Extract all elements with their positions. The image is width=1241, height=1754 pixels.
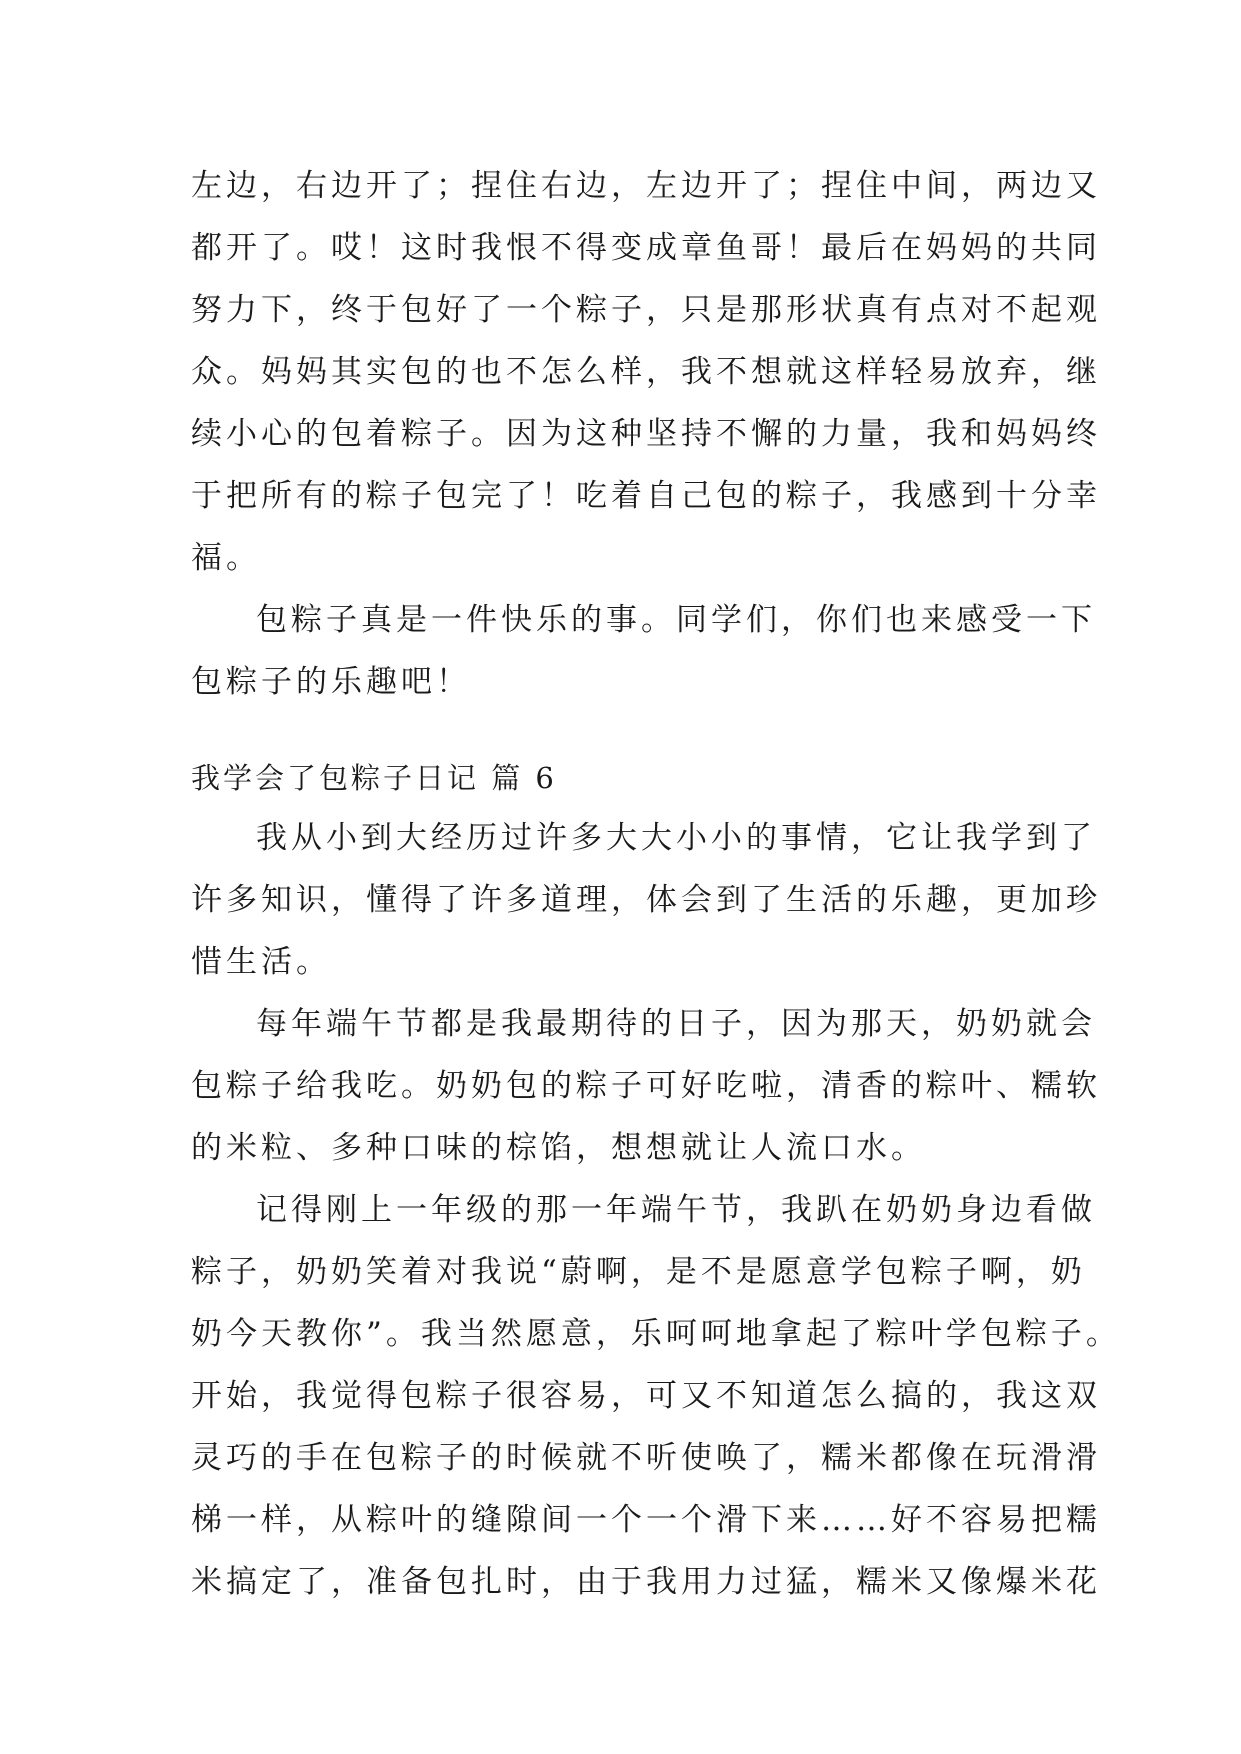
paragraph-line: 都开了。哎！这时我恨不得变成章鱼哥！最后在妈妈的共同 — [191, 230, 1101, 266]
paragraph-line: 努力下，终于包好了一个粽子，只是那形状真有点对不起观 — [191, 292, 1101, 328]
paragraph-line: 灵巧的手在包粽子的时候就不听使唤了，糯米都像在玩滑滑 — [191, 1440, 1101, 1476]
paragraph-line: 众。妈妈其实包的也不怎么样，我不想就这样轻易放弃，继 — [191, 354, 1101, 390]
paragraph-line: 每年端午节都是我最期待的日子，因为那天，奶奶就会 — [256, 1006, 1096, 1042]
paragraph-line: 米搞定了，准备包扎时，由于我用力过猛，糯米又像爆米花 — [191, 1564, 1101, 1600]
section-heading: 我学会了包粽子日记 篇 6 — [191, 761, 557, 795]
paragraph-line: 包粽子真是一件快乐的事。同学们，你们也来感受一下 — [256, 602, 1096, 638]
paragraph-line: 左边，右边开了；捏住右边，左边开了；捏住中间，两边又 — [191, 168, 1101, 204]
paragraph-line: 包粽子给我吃。奶奶包的粽子可好吃啦，清香的粽叶、糯软 — [191, 1068, 1101, 1104]
paragraph-line: 福。 — [191, 540, 261, 576]
paragraph-line: 包粽子的乐趣吧！ — [191, 664, 471, 700]
paragraph-line: 记得刚上一年级的那一年端午节，我趴在奶奶身边看做 — [256, 1192, 1096, 1228]
paragraph-line: 开始，我觉得包粽子很容易，可又不知道怎么搞的，我这双 — [191, 1378, 1101, 1414]
paragraph-line: 惜生活。 — [191, 944, 331, 980]
paragraph-line: 我从小到大经历过许多大大小小的事情，它让我学到了 — [256, 820, 1096, 856]
paragraph-line: 续小心的包着粽子。因为这种坚持不懈的力量，我和妈妈终 — [191, 416, 1101, 452]
paragraph-line: 于把所有的粽子包完了！吃着自己包的粽子，我感到十分幸 — [191, 478, 1101, 514]
paragraph-line: 粽子，奶奶笑着对我说“蔚啊，是不是愿意学包粽子啊，奶 — [191, 1254, 1086, 1290]
paragraph-line: 梯一样，从粽叶的缝隙间一个一个滑下来……好不容易把糯 — [191, 1502, 1101, 1538]
paragraph-line: 的米粒、多种口味的棕馅，想想就让人流口水。 — [191, 1130, 926, 1166]
paragraph-line: 奶今天教你”。我当然愿意，乐呵呵地拿起了粽叶学包粽子。 — [191, 1316, 1121, 1352]
paragraph-line: 许多知识，懂得了许多道理，体会到了生活的乐趣，更加珍 — [191, 882, 1101, 918]
